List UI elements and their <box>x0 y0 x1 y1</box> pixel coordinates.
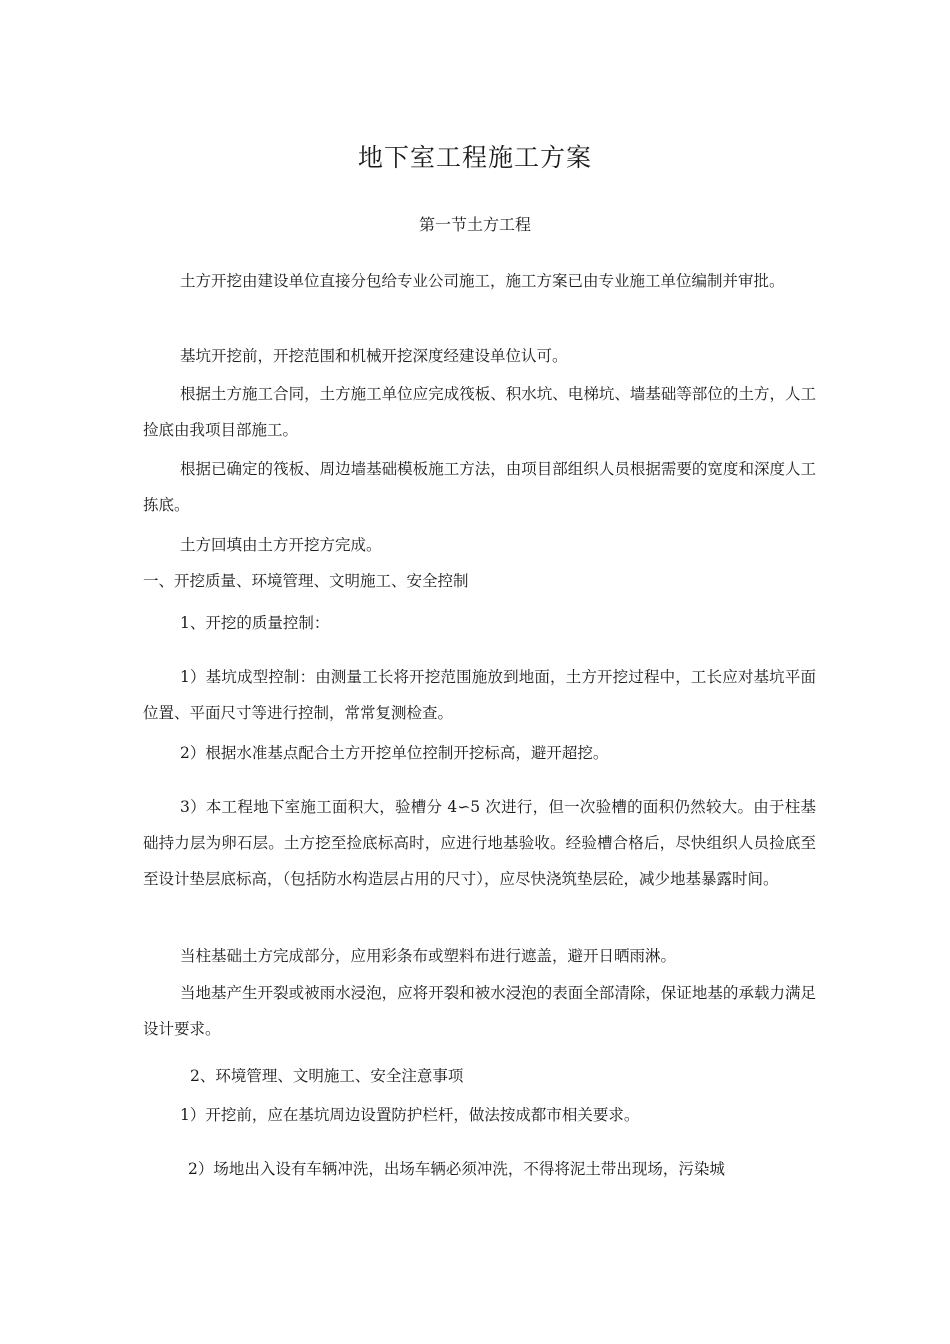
paragraph: 当柱基础土方完成部分，应用彩条布或塑料布进行遮盖，避开日晒雨淋。 <box>180 947 677 965</box>
paragraph: 土方开挖由建设单位直接分包给专业公司施工，施工方案已由专业施工单位编制并审批。 <box>180 272 785 290</box>
document-title: 地下室工程施工方案 <box>357 143 592 172</box>
heading-level-2: 1、开挖的质量控制： <box>180 614 330 632</box>
paragraph: 1）开挖前，应在基坑周边设置防护栏杆，做法按成都市相关要求。 <box>180 1106 640 1124</box>
paragraph: 当地基产生开裂或被雨水浸泡，应将开裂和被水浸泡的表面全部清除，保证地基的承载力满足设计要求。 <box>143 984 816 1038</box>
paragraph: 3）本工程地下室施工面积大，验槽分 4∽5 次进行，但一次验槽的面积仍然较大。由于柱基础持力层为卵石层。土方挖至捡底标高时，应进行地基验收。经验槽合格后，尽快组织人员捡底至至设计垫层底标高，（包括防水构造层占用的尺寸），应尽快浇筑垫层砼，减少地基暴露时间。 <box>143 798 816 888</box>
paragraph: 土方回填由土方开挖方完成。 <box>180 536 382 554</box>
paragraph: 基坑开挖前，开挖范围和机械开挖深度经建设单位认可。 <box>180 347 568 365</box>
paragraph: 1）基坑成型控制：由测量工长将开挖范围施放到地面，土方开挖过程中，工长应对基坑平面位置、平面尺寸等进行控制，常常复测检查。 <box>143 668 816 722</box>
heading-level-1: 一、开挖质量、环境管理、文明施工、安全控制 <box>143 572 469 590</box>
paragraph: 2）根据水准基点配合土方开挖单位控制开挖标高，避开超挖。 <box>180 744 609 762</box>
heading-level-2: 2、环境管理、文明施工、安全注意事项 <box>190 1067 464 1085</box>
paragraph: 根据土方施工合同，土方施工单位应完成筏板、积水坑、电梯坑、墙基础等部位的土方，人工捡底由我项目部施工。 <box>143 385 816 439</box>
paragraph: 根据已确定的筏板、周边墙基础模板施工方法，由项目部组织人员根据需要的宽度和深度人工拣底。 <box>143 460 816 514</box>
paragraph: 2）场地出入设有车辆冲洗，出场车辆必须冲洗，不得将泥土带出现场，污染城 <box>188 1160 725 1178</box>
section-title: 第一节土方工程 <box>418 215 531 234</box>
